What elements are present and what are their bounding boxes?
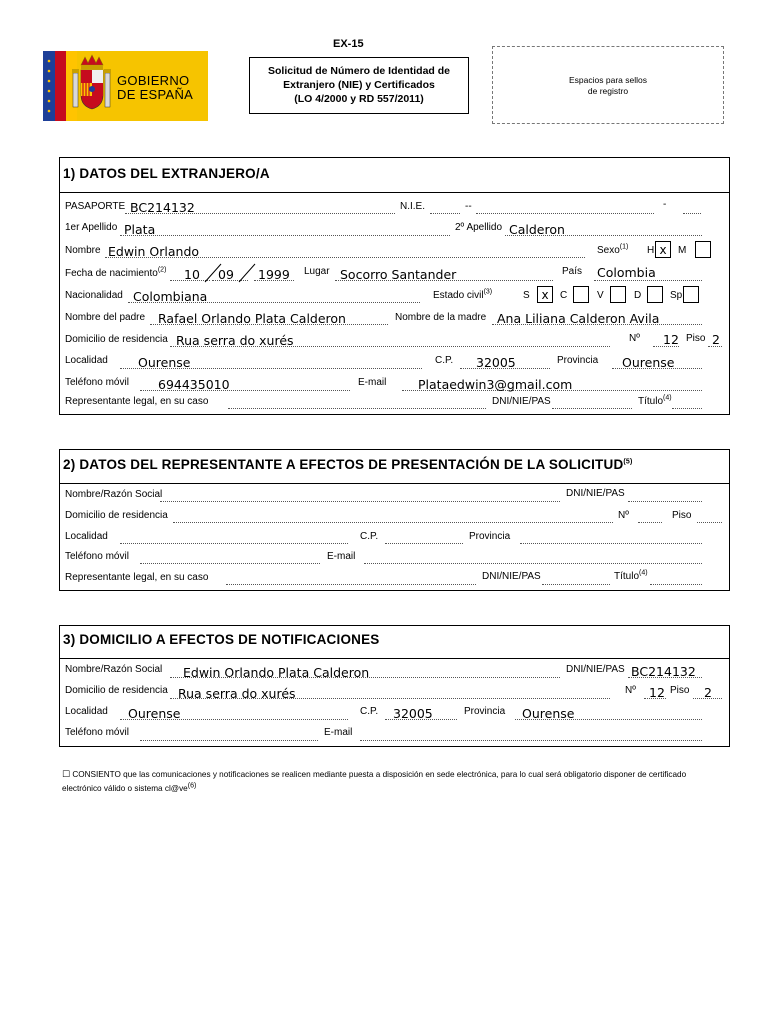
telefono-label: Teléfono móvil (65, 377, 129, 388)
consent-text: ☐ CONSIENTO que las comunicaciones y notificaciones se realicen mediante puesta a disposición en sede electrónica, para lo cual será obligatorio disponer de certificado electrónico válido o sistema cl@ve(6) (62, 770, 687, 793)
notif-numero-label: Nº (625, 685, 636, 696)
domicilio-field[interactable]: Rua serra do xurés (176, 333, 294, 348)
notif-dni-label: DNI/NIE/PAS (566, 664, 625, 675)
fecha-anio-field[interactable]: 1999 (258, 267, 290, 282)
numero-label: Nº (629, 333, 640, 344)
rep-domicilio-field[interactable] (173, 522, 613, 523)
rep-dni-field[interactable] (628, 501, 702, 502)
nie-dash2: - (663, 199, 667, 210)
section2-title: 2) DATOS DEL REPRESENTANTE A EFECTOS DE PRESENTACIÓN DE LA SOLICITUD$^{(5)}$ (63, 457, 633, 472)
rep-titulo-field[interactable] (650, 584, 702, 585)
rep-piso-label: Piso (672, 510, 692, 521)
rep-representante-label: Representante legal, en su caso (65, 572, 209, 583)
estado-civil-label: Estado civil$^{(3)}$ (433, 288, 493, 301)
notif-email-field[interactable] (360, 740, 702, 741)
gobierno-logo (43, 51, 208, 121)
sexo-m-checkbox[interactable] (695, 241, 711, 258)
apellido1-label: 1er Apellido (65, 222, 118, 233)
rep-cp-label: C.P. (360, 531, 379, 542)
madre-field[interactable]: Ana Liliana Calderon Avila (497, 311, 660, 326)
consent-checkbox[interactable]: ☐ (62, 770, 71, 780)
estado-s-label: S (523, 290, 530, 301)
piso-field[interactable]: 2 (712, 332, 720, 347)
nie-label: N.I.E. (400, 201, 426, 212)
representante-dni-field[interactable] (552, 408, 632, 409)
coat-of-arms-icon (43, 51, 113, 121)
notif-numero-field[interactable]: 12 (649, 685, 665, 700)
pais-label: País (562, 266, 583, 277)
rep-cp-field[interactable] (385, 543, 463, 544)
notif-cp-field[interactable]: 32005 (393, 706, 433, 721)
rep-nombre-label: Nombre/Razón Social (65, 489, 163, 500)
stamp-text-line2: de registro (587, 86, 629, 96)
sexo-m-label: M (678, 245, 687, 256)
stamp-box (492, 46, 724, 124)
representante-dni-label: DNI/NIE/PAS (492, 396, 551, 407)
form-title-line3: (LO 4/2000 y RD 557/2011) (294, 93, 424, 105)
estado-v-checkbox[interactable] (610, 286, 626, 303)
nie-dash1: -- (465, 201, 472, 212)
rep-email-field[interactable] (364, 563, 702, 564)
apellido2-field[interactable]: Calderon (509, 222, 565, 237)
notif-localidad-label: Localidad (65, 706, 108, 717)
padre-field[interactable]: Rafael Orlando Plata Calderon (158, 311, 346, 326)
estado-d-checkbox[interactable] (647, 286, 663, 303)
estado-c-label: C (560, 290, 568, 301)
rep-dni-label: DNI/NIE/PAS (566, 488, 625, 499)
rep-numero-field[interactable] (638, 522, 662, 523)
madre-label: Nombre de la madre (395, 312, 487, 323)
rep-representante-dni-field[interactable] (542, 584, 610, 585)
nombre-label: Nombre (65, 245, 101, 256)
representante-field[interactable] (228, 408, 486, 409)
notif-provincia-label: Provincia (464, 706, 506, 717)
rep-telefono-label: Teléfono móvil (65, 551, 129, 562)
pasaporte-label: PASAPORTE (65, 201, 126, 212)
nombre-field[interactable]: Edwin Orlando (108, 244, 200, 259)
form-title-line1: Solicitud de Número de Identidad de (267, 65, 451, 77)
notif-piso-label: Piso (670, 685, 690, 696)
lugar-label: Lugar (304, 266, 330, 277)
estado-v-label: V (597, 290, 604, 301)
domicilio-label: Domicilio de residencia (65, 334, 168, 345)
lugar-field[interactable]: Socorro Santander (340, 267, 457, 282)
rep-representante-dni-label: DNI/NIE/PAS (482, 571, 541, 582)
nacionalidad-field[interactable]: Colombiana (133, 289, 208, 304)
telefono-field[interactable]: 694435010 (158, 377, 230, 392)
fecha-nacimiento-label: Fecha de nacimiento$^{(2)}$ (65, 266, 167, 279)
notif-piso-field[interactable]: 2 (704, 685, 712, 700)
notif-telefono-label: Teléfono móvil (65, 727, 129, 738)
fecha-mes-field[interactable]: 09 (218, 267, 234, 282)
notif-cp-label: C.P. (360, 706, 379, 717)
rep-telefono-field[interactable] (140, 563, 320, 564)
localidad-label: Localidad (65, 355, 108, 366)
notif-telefono-field[interactable] (140, 740, 318, 741)
rep-domicilio-label: Domicilio de residencia (65, 510, 168, 521)
rep-localidad-label: Localidad (65, 531, 108, 542)
stamp-text-line1: Espacios para sellos (569, 75, 647, 85)
notif-nombre-field[interactable]: Edwin Orlando Plata Calderon (183, 665, 370, 680)
notif-email-label: E-mail (324, 727, 353, 738)
sexo-h-label: H (647, 245, 655, 256)
representante-label: Representante legal, en su caso (65, 396, 209, 407)
nie-field[interactable] (476, 213, 654, 214)
rep-provincia-field[interactable] (520, 543, 702, 544)
estado-d-label: D (634, 290, 642, 301)
pais-field[interactable]: Colombia (597, 265, 656, 280)
rep-email-label: E-mail (327, 551, 356, 562)
numero-field[interactable]: 12 (663, 332, 679, 347)
notif-nombre-label: Nombre/Razón Social (65, 664, 163, 675)
fecha-dia-field[interactable]: 10 (184, 267, 200, 282)
rep-numero-label: Nº (618, 510, 629, 521)
rep-nombre-field[interactable] (160, 501, 560, 502)
apellido2-label: 2º Apellido (455, 222, 503, 233)
titulo-field[interactable] (672, 408, 702, 409)
rep-representante-field[interactable] (226, 584, 476, 585)
rep-localidad-field[interactable] (120, 543, 348, 544)
apellido1-field[interactable]: Plata (124, 222, 156, 237)
rep-titulo-label: Título$^{(4)}$ (614, 569, 648, 582)
form-code: EX-15 (333, 38, 364, 50)
titulo-label: Título$^{(4)}$ (638, 394, 672, 407)
estado-s-checkbox[interactable]: x (537, 286, 553, 303)
sexo-label: Sexo$^{(1)}$ (597, 243, 629, 256)
cp-label: C.P. (435, 355, 454, 366)
localidad-field[interactable]: Ourense (138, 355, 191, 370)
nacionalidad-label: Nacionalidad (65, 290, 123, 301)
rep-piso-field[interactable] (697, 522, 722, 523)
logo-text-line1: GOBIERNO (117, 73, 190, 88)
provincia-label: Provincia (557, 355, 599, 366)
notif-dni-field[interactable]: BC214132 (631, 664, 696, 679)
email-field[interactable]: Plataedwin3@gmail.com (418, 377, 573, 392)
notif-provincia-field[interactable]: Ourense (522, 706, 575, 721)
estado-sp-checkbox[interactable] (683, 286, 699, 303)
section1-title: 1) DATOS DEL EXTRANJERO/A (63, 166, 270, 181)
sexo-h-checkbox[interactable]: x (655, 241, 671, 258)
section3-title: 3) DOMICILIO A EFECTOS DE NOTIFICACIONES (63, 632, 380, 647)
notif-domicilio-field[interactable]: Rua serra do xurés (178, 686, 296, 701)
rep-provincia-label: Provincia (469, 531, 511, 542)
email-label: E-mail (358, 377, 387, 388)
notif-domicilio-label: Domicilio de residencia (65, 685, 168, 696)
form-title-line2: Extranjero (NIE) y Certificados (283, 79, 435, 91)
notif-localidad-field[interactable]: Ourense (128, 706, 181, 721)
provincia-field[interactable]: Ourense (622, 355, 675, 370)
estado-sp-label: Sp (670, 290, 683, 301)
piso-label: Piso (686, 333, 706, 344)
padre-label: Nombre del padre (65, 312, 146, 323)
logo-text-line2: DE ESPAÑA (117, 87, 194, 102)
estado-c-checkbox[interactable] (573, 286, 589, 303)
pasaporte-field[interactable]: BC214132 (130, 200, 195, 215)
cp-field[interactable]: 32005 (476, 355, 516, 370)
